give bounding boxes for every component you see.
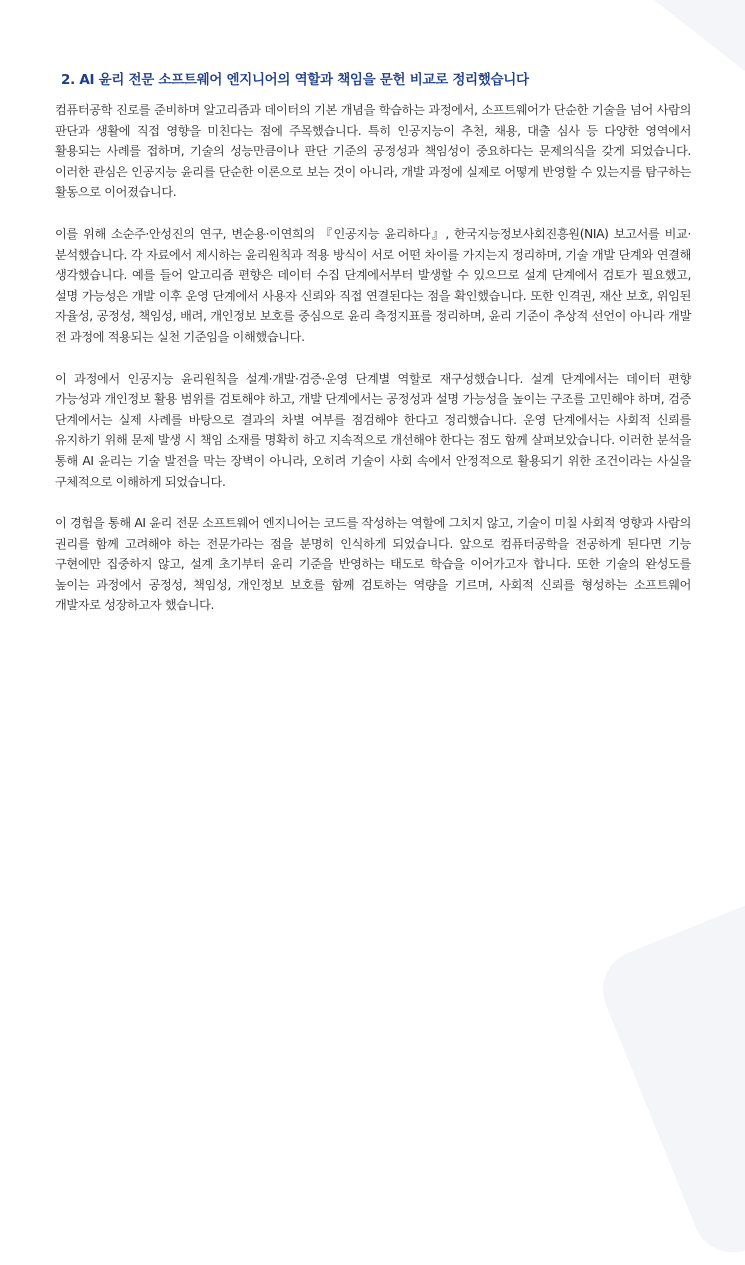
- paragraph-1: 컴퓨터공학 진로를 준비하며 알고리즘과 데이터의 기본 개념을 학습하는 과정에서, 소프트웨어가 단순한 기술을 넘어 사람의 판단과 생활에 직접 영향을 미친다는 점에 주목했습니다. 특히 인공지능이 추천, 채용, 대출 심사 등 다양한 영역에서 활용되는 사례를 접하며, 기술의 성능만큼이나 판단 기준의 공정성과 책임성이 중요하다는 문제의식을 갖게 되었습니다. 이러한 관심은 인공지능 윤리를 단순한 이론으로 보는 것이 아니라, 개발 과정에 실제로 어떻게 반영할 수 있는지를 탐구하는 활동으로 이어졌습니다.: [55, 103, 691, 200]
- document-body: [55, 70, 691, 637]
- paragraph-2: 이를 위해 소순주·안성진의 연구, 변순용·이연희의 『인공지능 윤리하다』, 한국지능정보사회진흥원(NIA) 보고서를 비교·분석했습니다. 각 자료에서 제시하는 윤리원칙과 적용 방식이 서로 어떤 차이를 가지는지 정리하며, 기술 개발 단계와 연결해 생각했습니다. 예를 들어 알고리즘 편향은 데이터 수집 단계에서부터 발생할 수 있으므로 설계 단계에서 검토가 필요했고, 설명 가능성은 개발 이후 운영 단계에서 사용자 신뢰와 직접 연결된다는 점을 확인했습니다. 또한 인격권, 재산 보호, 위임된 자율성, 공정성, 책임성, 배려, 개인정보 보호를 중심으로 윤리 측정지표를 정리하며, 윤리 기준이 추상적 선언이 아니라 개발 전 과정에 적용되는 실천 기준임을 이해했습니다.: [55, 226, 691, 344]
- section-heading: 2. AI 윤리 전문 소프트웨어 엔지니어의 역할과 책임을 문헌 비교로 정리했습니다: [61, 72, 529, 88]
- paragraph-3: 이 과정에서 인공지능 윤리원칙을 설계·개발·검증·운영 단계별 역할로 재구성했습니다. 설계 단계에서는 데이터 편향 가능성과 개인정보 활용 범위를 검토해야 하고, 개발 단계에서는 공정성과 설명 가능성을 높이는 구조를 고민해야 하며, 검증 단계에서는 실제 사례를 바탕으로 결과의 차별 여부를 점검해야 한다고 정리했습니다. 운영 단계에서는 사회적 신뢰를 유지하기 위해 문제 발생 시 책임 소재를 명확히 하고 지속적으로 개선해야 한다는 점도 함께 살펴보았습니다. 이러한 분석을 통해 AI 윤리는 기술 발전을 막는 장벽이 아니라, 오히려 기술이 사회 속에서 안정적으로 활용되기 위한 조건이라는 사실을 구체적으로 이해하게 되었습니다.: [55, 371, 691, 489]
- paragraph-4: 이 경험을 통해 AI 윤리 전문 소프트웨어 엔지니어는 코드를 작성하는 역할에 그치지 않고, 기술이 미칠 사회적 영향과 사람의 권리를 함께 고려해야 하는 전문가라는 점을 분명히 인식하게 되었습니다. 앞으로 컴퓨터공학을 전공하게 된다면 기능 구현에만 집중하지 않고, 설계 초기부터 윤리 기준을 반영하는 태도로 학습을 이어가고자 합니다. 또한 기술의 완성도를 높이는 과정에서 공정성, 책임성, 개인정보 보호를 함께 검토하는 역량을 기르며, 사회적 신뢰를 형성하는 소프트웨어 개발자로 성장하고자 했습니다.: [55, 516, 691, 613]
- background-decoration-bottom: [591, 855, 745, 1264]
